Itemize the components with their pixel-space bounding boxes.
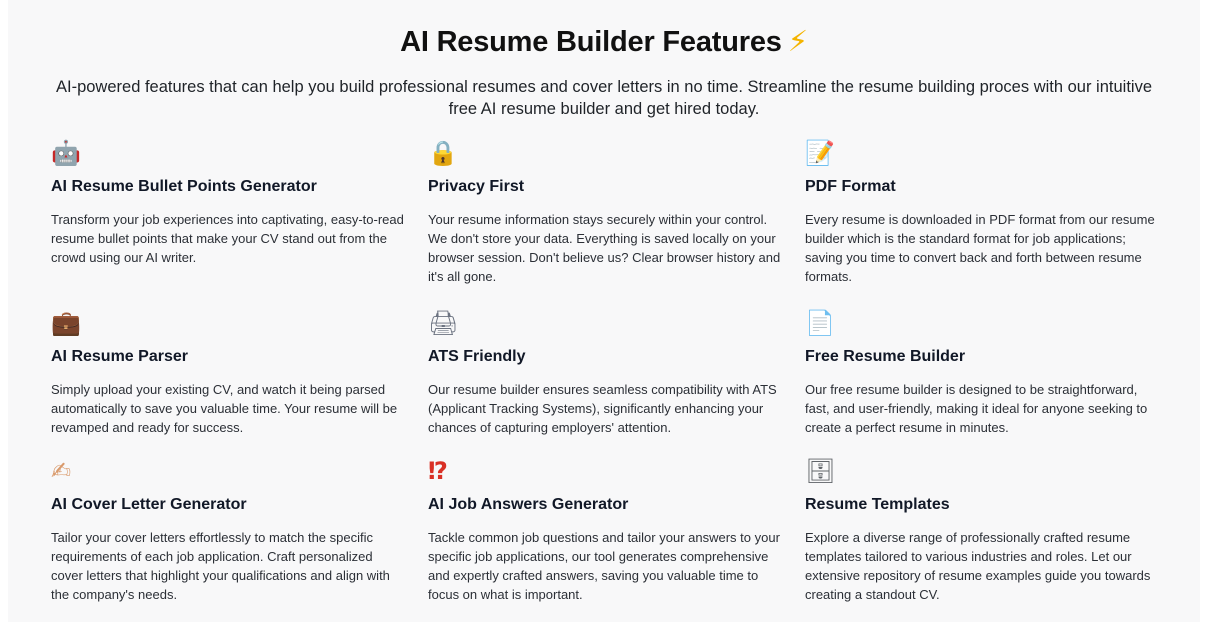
lightning-icon: ⚡ [787, 26, 808, 58]
feature-title: Resume Templates [805, 496, 950, 513]
feature-cover-letter-generator [51, 456, 428, 626]
feature-title: Free Resume Builder [805, 348, 966, 365]
feature-title: AI Cover Letter Generator [51, 496, 247, 513]
feature-description: Our resume builder ensures seamless compatibility with ATS (Applicant Tracking Systems), significantly enhancing your chances of capturing employers' attention. [428, 382, 777, 435]
feature-description: Our free resume builder is designed to be straightforward, fast, and user-friendly, making it ideal for anyone seeking to create a perfect resume in minutes. [805, 382, 1148, 435]
feature-description: Your resume information stays securely within your control. We don't store your data. Everything is saved locally on your browser session. Don't believe us? Clear browser history and it's all gone. [428, 212, 781, 284]
feature-title: AI Resume Parser [51, 348, 188, 365]
feature-title: ATS Friendly [428, 348, 526, 365]
feature-job-answers-generator [428, 456, 805, 626]
feature-description: Tackle common job questions and tailor your answers to your specific job applications, our tool generates comprehensive and expertly crafted answers, saving you valuable time to focus on what is important. [428, 530, 780, 602]
page-subtitle: AI-powered features that can help you build professional resumes and cover letters in no time. Streamline the resume building proces with our intuitive free AI resume builder and get hired today. [56, 78, 1152, 118]
feature-ats-friendly [428, 308, 805, 456]
feature-title: PDF Format [805, 178, 896, 195]
feature-title: AI Job Answers Generator [428, 496, 629, 513]
feature-description: Every resume is downloaded in PDF format from our resume builder which is the standard format for job applications; saving you time to convert back and forth between resume formats. [805, 212, 1155, 284]
writing-hand-icon: ✍ [51, 457, 72, 485]
feature-description: Transform your job experiences into captivating, easy-to-read resume bullet points that make your CV stand out from the crowd using our AI writer. [51, 212, 404, 265]
page-icon: 📄 [805, 309, 835, 337]
printer-icon: 🖨 [428, 309, 459, 337]
interrobang-icon: ⁉ [428, 457, 448, 485]
feature-free-resume-builder [805, 308, 1181, 456]
feature-description: Explore a diverse range of professionally crafted resume templates tailored to various industries and roles. Let our extensive repository of resume examples guide you towards creating a standout CV. [805, 530, 1151, 602]
feature-description: Simply upload your existing CV, and watch it being parsed automatically to save you valuable time. Your resume will be revamped and ready for success. [51, 382, 398, 435]
briefcase-icon: 💼 [51, 309, 81, 337]
feature-resume-parser [51, 308, 428, 456]
lock-icon: 🔒 [428, 139, 458, 167]
features-grid [51, 138, 1181, 626]
robot-icon: 🤖 [51, 139, 81, 167]
memo-icon: 📝 [805, 139, 835, 167]
feature-title: AI Resume Bullet Points Generator [51, 178, 317, 195]
feature-title: Privacy First [428, 178, 525, 195]
file-cabinet-icon: 🗄 [805, 457, 836, 485]
feature-pdf-format [805, 138, 1181, 308]
feature-description: Tailor your cover letters effortlessly to match the specific requirements of each job application. Craft personalized cover letters that highlight your qualifications and align with the company's needs. [51, 530, 390, 602]
feature-bullet-points-generator [51, 138, 428, 308]
features-section [8, 0, 1200, 622]
feature-privacy-first [428, 138, 805, 308]
feature-resume-templates [805, 456, 1181, 626]
page-title-text: AI Resume Builder Features [400, 26, 782, 58]
page-title [8, 24, 1200, 60]
